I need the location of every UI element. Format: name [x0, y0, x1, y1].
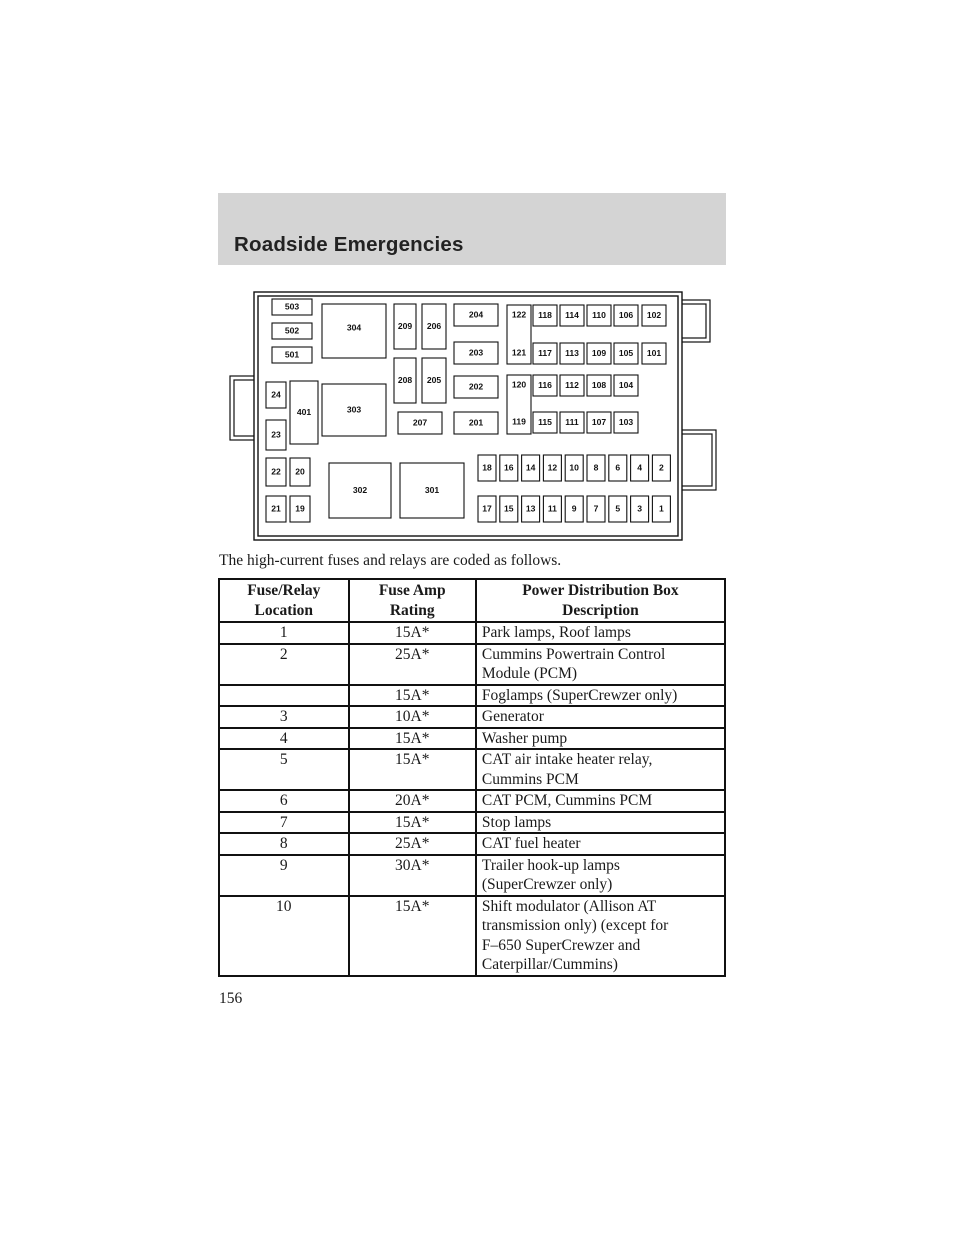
description-line: CAT air intake heater relay,	[481, 751, 653, 768]
description-line: (SuperCrewzer only)	[481, 876, 613, 893]
cell-location: 7	[219, 812, 349, 834]
fuse-label-23: 23	[271, 429, 281, 440]
fuse-label-116: 116	[538, 379, 552, 390]
table-row	[219, 833, 725, 855]
section-title: Roadside Emergencies	[234, 233, 464, 256]
description-line: Stop lamps	[481, 813, 552, 831]
cell-rating: 25A*	[349, 644, 476, 685]
table-row	[219, 622, 725, 644]
description-line: Caterpillar/Cummins)	[481, 956, 618, 973]
fuse-label-103: 103	[618, 416, 634, 427]
fuse-label-501: 501	[284, 349, 300, 360]
description-line: Trailer hook-up lamps	[481, 856, 620, 874]
fuse-label-5: 5	[615, 503, 621, 514]
description-line: Cummins Powertrain Control	[481, 645, 666, 663]
table-row	[219, 644, 725, 685]
cell-description	[476, 833, 725, 855]
description-line: CAT fuel heater	[481, 835, 581, 852]
table-row	[219, 728, 725, 750]
cell-rating: 30A*	[349, 855, 476, 896]
fuse-label-202: 202	[468, 381, 484, 392]
cell-rating: 15A*	[349, 896, 476, 976]
cell-location: 5	[219, 749, 349, 790]
cell-description	[476, 706, 725, 728]
description-line: Module (PCM)	[481, 665, 578, 682]
cell-location: 6	[219, 790, 349, 812]
fuse-label-117: 117	[538, 347, 552, 358]
fuse-label-114: 114	[565, 309, 579, 320]
cell-location: 9	[219, 855, 349, 896]
fuse-label-205: 205	[426, 374, 442, 385]
page-number: 156	[219, 990, 243, 1007]
side-tab-right-top-inner	[680, 304, 706, 338]
fuse-label-22: 22	[271, 466, 281, 477]
fuse-label-201: 201	[468, 417, 484, 428]
cell-location: 3	[219, 706, 349, 728]
description-line: transmission only) (except for	[481, 917, 669, 934]
fuse-box-diagram	[226, 288, 722, 544]
table-row	[219, 812, 725, 834]
cell-location: 2	[219, 644, 349, 685]
fuse-label-101: 101	[646, 347, 662, 358]
cell-location: 1	[219, 622, 349, 644]
cell-rating: 15A*	[349, 685, 476, 707]
fuse-label-18: 18	[482, 462, 492, 473]
fuse-label-109: 109	[591, 347, 607, 358]
table-row	[219, 685, 725, 707]
fuse-label-207: 207	[412, 417, 428, 428]
fuse-label-24: 24	[271, 389, 281, 400]
fuse-label-303: 303	[346, 404, 362, 415]
fuse-label-108: 108	[591, 379, 607, 390]
fuse-label-503: 503	[284, 301, 300, 312]
cell-location	[219, 685, 349, 707]
side-tab-right-bottom-inner	[680, 434, 712, 486]
cell-description	[476, 855, 725, 896]
cell-rating: 25A*	[349, 833, 476, 855]
fuse-label-209: 209	[397, 320, 413, 331]
cell-description	[476, 622, 725, 644]
fuse-label-120: 120	[511, 379, 527, 390]
fuse-label-304: 304	[346, 322, 362, 333]
description-line: F–650 SuperCrewzer and	[481, 936, 641, 954]
cell-rating: 15A*	[349, 812, 476, 834]
cell-rating: 15A*	[349, 749, 476, 790]
fuse-label-119: 119	[512, 416, 526, 427]
description-line: CAT PCM, Cummins PCM	[481, 792, 653, 809]
fuse-label-15: 15	[504, 503, 514, 514]
fuse-label-7: 7	[593, 503, 599, 514]
cell-description	[476, 644, 725, 685]
fuse-label-17: 17	[482, 503, 492, 514]
fuse-label-21: 21	[271, 503, 281, 514]
fuse-label-12: 12	[547, 462, 558, 473]
cell-rating: 15A*	[349, 728, 476, 750]
cell-location: 4	[219, 728, 349, 750]
section-header	[218, 193, 726, 265]
fuse-label-1: 1	[659, 503, 664, 514]
fuse-label-9: 9	[571, 503, 577, 514]
cell-description	[476, 812, 725, 834]
fuse-table	[218, 578, 726, 977]
cell-location: 8	[219, 833, 349, 855]
fuse-label-4: 4	[637, 462, 642, 473]
fuse-label-110: 110	[592, 309, 606, 320]
description-line: Park lamps, Roof lamps	[481, 624, 631, 641]
header-location: Fuse/Relay Location	[219, 579, 349, 622]
fuse-label-112: 112	[565, 379, 579, 390]
fuse-label-122: 122	[511, 309, 527, 320]
table-row	[219, 896, 725, 976]
table-row	[219, 706, 725, 728]
table-row	[219, 749, 725, 790]
table-row	[219, 790, 725, 812]
cell-description	[476, 790, 725, 812]
fuse-label-19: 19	[295, 503, 305, 514]
fuse-label-105: 105	[618, 347, 634, 358]
fuse-box-svg	[226, 288, 722, 544]
fuse-label-203: 203	[468, 347, 484, 358]
description-line: Cummins PCM	[481, 770, 579, 788]
fuse-label-104: 104	[618, 379, 634, 390]
fuse-label-302: 302	[352, 484, 368, 495]
fuse-label-8: 8	[593, 462, 599, 473]
fuse-label-102: 102	[646, 309, 662, 320]
fuse-label-13: 13	[525, 503, 536, 514]
fuse-label-208: 208	[397, 374, 413, 385]
fuse-label-16: 16	[504, 462, 514, 473]
description-line: Shift modulator (Allison AT	[481, 897, 657, 915]
intro-text: The high-current fuses and relays are coded as follows.	[219, 552, 562, 569]
cell-rating: 10A*	[349, 706, 476, 728]
description-line: Washer pump	[481, 729, 568, 747]
fuse-label-107: 107	[591, 416, 607, 427]
table-row	[219, 855, 725, 896]
cell-location: 10	[219, 896, 349, 976]
fuse-label-2: 2	[659, 462, 664, 473]
cell-description	[476, 896, 725, 976]
table-header-row	[219, 579, 725, 622]
fuse-label-113: 113	[565, 347, 579, 358]
cell-rating: 20A*	[349, 790, 476, 812]
header-rating: Fuse Amp Rating	[349, 579, 476, 622]
fuse-label-10: 10	[569, 462, 579, 473]
fuse-label-118: 118	[538, 309, 552, 320]
cell-rating: 15A*	[349, 622, 476, 644]
fuse-label-11: 11	[547, 503, 557, 514]
fuse-label-121: 121	[511, 347, 527, 358]
header-description: Power Distribution Box Description	[476, 579, 725, 622]
cell-description	[476, 749, 725, 790]
fuse-label-204: 204	[468, 309, 484, 320]
fuse-label-14: 14	[525, 462, 536, 473]
fuse-label-401: 401	[296, 406, 312, 417]
fuse-label-111: 111	[565, 416, 579, 427]
description-line: Generator	[481, 708, 544, 725]
fuse-label-3: 3	[637, 503, 642, 514]
fuse-label-6: 6	[615, 462, 621, 473]
fuse-label-301: 301	[424, 484, 440, 495]
fuse-label-106: 106	[618, 309, 634, 320]
cell-description	[476, 685, 725, 707]
fuse-label-20: 20	[295, 466, 305, 477]
fuse-label-502: 502	[284, 325, 300, 336]
description-line: Foglamps (SuperCrewzer only)	[481, 686, 678, 704]
fuse-label-115: 115	[538, 416, 552, 427]
cell-description	[476, 728, 725, 750]
fuse-label-206: 206	[426, 320, 442, 331]
